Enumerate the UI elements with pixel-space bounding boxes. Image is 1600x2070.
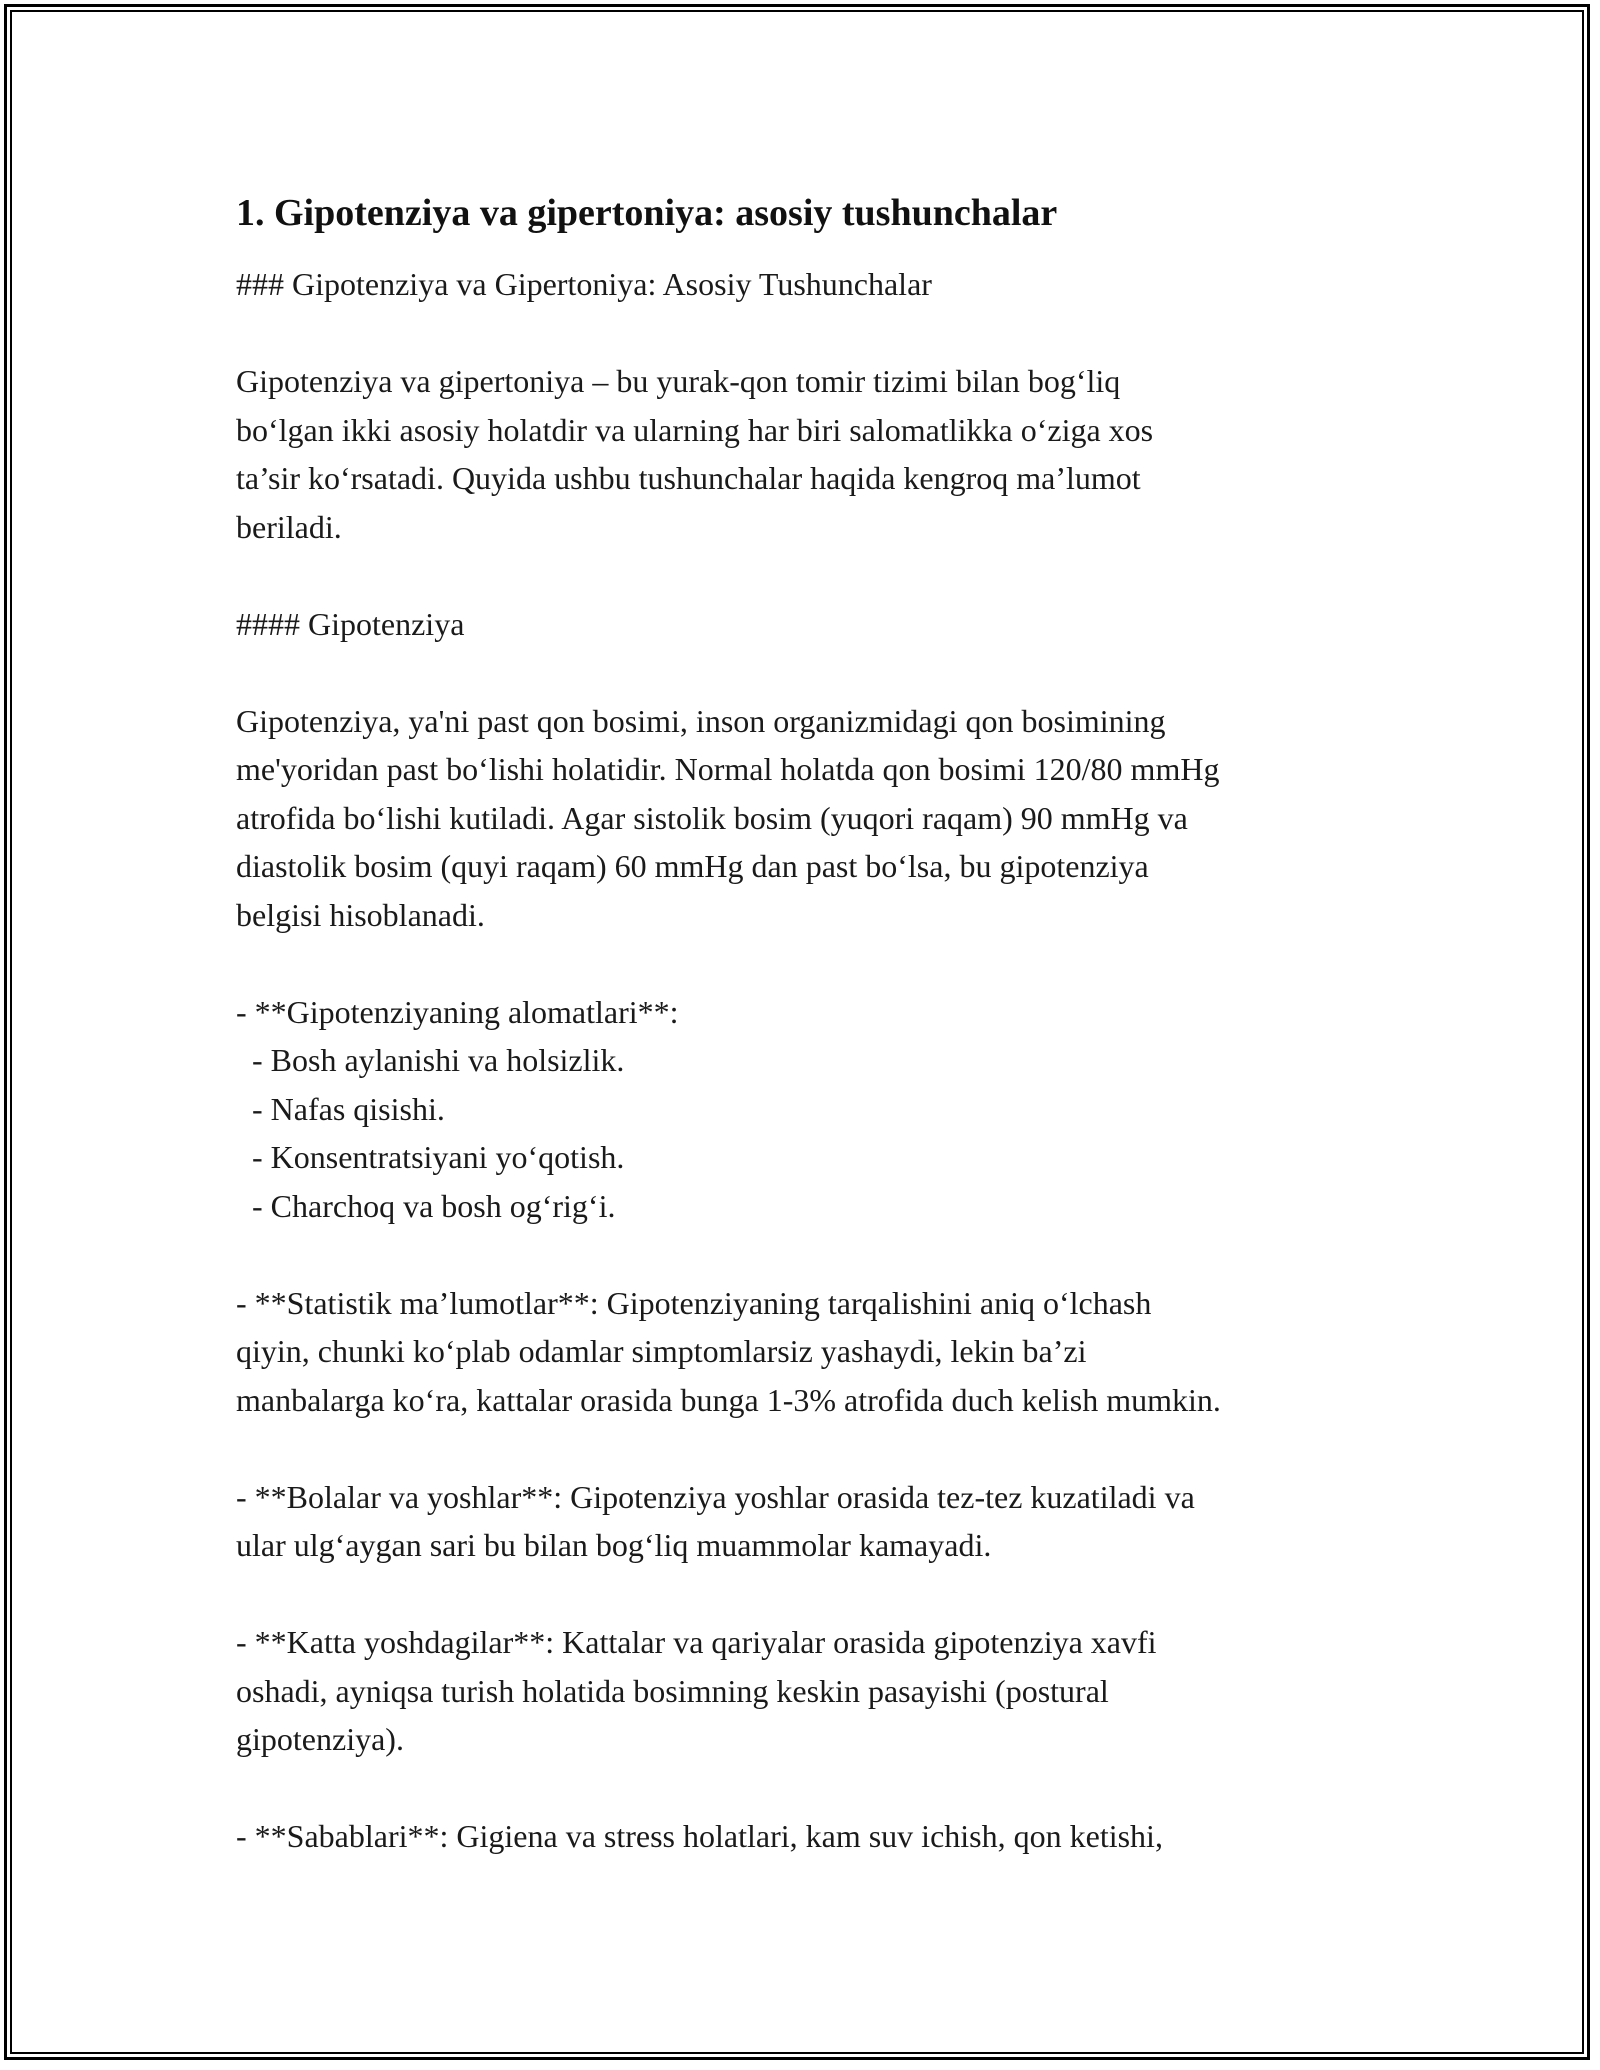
- text-line: bo‘lgan ikki asosiy holatdir va ularning har biri salomatlikka o‘ziga xos: [236, 411, 1154, 448]
- text-line: Gipotenziya va gipertoniya – bu yurak-qon tomir tizimi bilan bog‘liq: [236, 363, 1121, 399]
- blank-line: [236, 1230, 1386, 1279]
- text-line: oshadi, ayniqsa turish holatida bosimning keskin pasayishi (postural: [236, 1672, 1109, 1709]
- text-line: - **Statistik ma’lumotlar**: Gipotenziyaning tarqalishini aniq o‘lchash: [236, 1284, 1152, 1321]
- text-line: ta’sir ko‘rsatadi. Quyida ushbu tushunchalar haqida kengroq ma’lumot: [236, 460, 1141, 496]
- blank-line: [236, 551, 1386, 600]
- text-line: #### Gipotenziya: [236, 605, 465, 642]
- text-line: atrofida bo‘lishi kutiladi. Agar sistolik bosim (yuqori raqam) 90 mmHg va: [236, 799, 1188, 836]
- text-line: Gipotenziya, ya'ni past qon bosimi, inson organizmidagi qon bosimining: [236, 702, 1166, 739]
- text-line: beriladi.: [236, 508, 342, 545]
- text-line: - Bosh aylanishi va holsizlik.: [236, 1042, 625, 1078]
- text-line: manbalarga ko‘ra, kattalar orasida bunga 1-3% atrofida duch kelish mumkin.: [236, 1381, 1221, 1418]
- text-line: - **Sabablari**: Gigiena va stress holatlari, kam suv ichish, qon ketishi,: [236, 1818, 1163, 1854]
- blank-line: [236, 939, 1386, 988]
- text-line: - **Bolalar va yoshlar**: Gipotenziya yoshlar orasida tez-tez kuzatiladi va: [236, 1478, 1195, 1515]
- text-line: - Charchoq va bosh og‘rig‘i.: [236, 1187, 616, 1224]
- text-line: diastolik bosim (quyi raqam) 60 mmHg dan past bo‘lsa, bu gipotenziya: [236, 848, 1149, 884]
- text-line: - Nafas qisishi.: [236, 1090, 445, 1127]
- text-line: qiyin, chunki ko‘plab odamlar simptomlarsiz yashaydi, lekin ba’zi: [236, 1333, 1087, 1369]
- text-line: - Konsentratsiyani yo‘qotish.: [236, 1139, 625, 1175]
- text-line: - **Katta yoshdagilar**: Kattalar va qariyalar orasida gipotenziya xavfi: [236, 1624, 1157, 1660]
- blank-line: [236, 1424, 1386, 1473]
- blank-line: [236, 1570, 1386, 1619]
- document-text: [236, 260, 1386, 1861]
- text-line: - **Gipotenziyaning alomatlari**:: [236, 993, 679, 1030]
- document-body: [236, 188, 1386, 1861]
- text-line: ### Gipotenziya va Gipertoniya: Asosiy Tushunchalar: [236, 266, 932, 302]
- blank-line: [236, 1764, 1386, 1813]
- document-title: 1. Gipotenziya va gipertoniya: asosiy tushunchalar: [236, 192, 1058, 234]
- blank-line: [236, 309, 1386, 358]
- text-line: me'yoridan past bo‘lishi holatidir. Normal holatda qon bosimi 120/80 mmHg: [236, 751, 1220, 787]
- text-line: gipotenziya).: [236, 1721, 404, 1757]
- text-line: ular ulg‘aygan sari bu bilan bog‘liq muammolar kamayadi.: [236, 1527, 992, 1563]
- text-line: belgisi hisoblanadi.: [236, 896, 485, 933]
- blank-line: [236, 648, 1386, 697]
